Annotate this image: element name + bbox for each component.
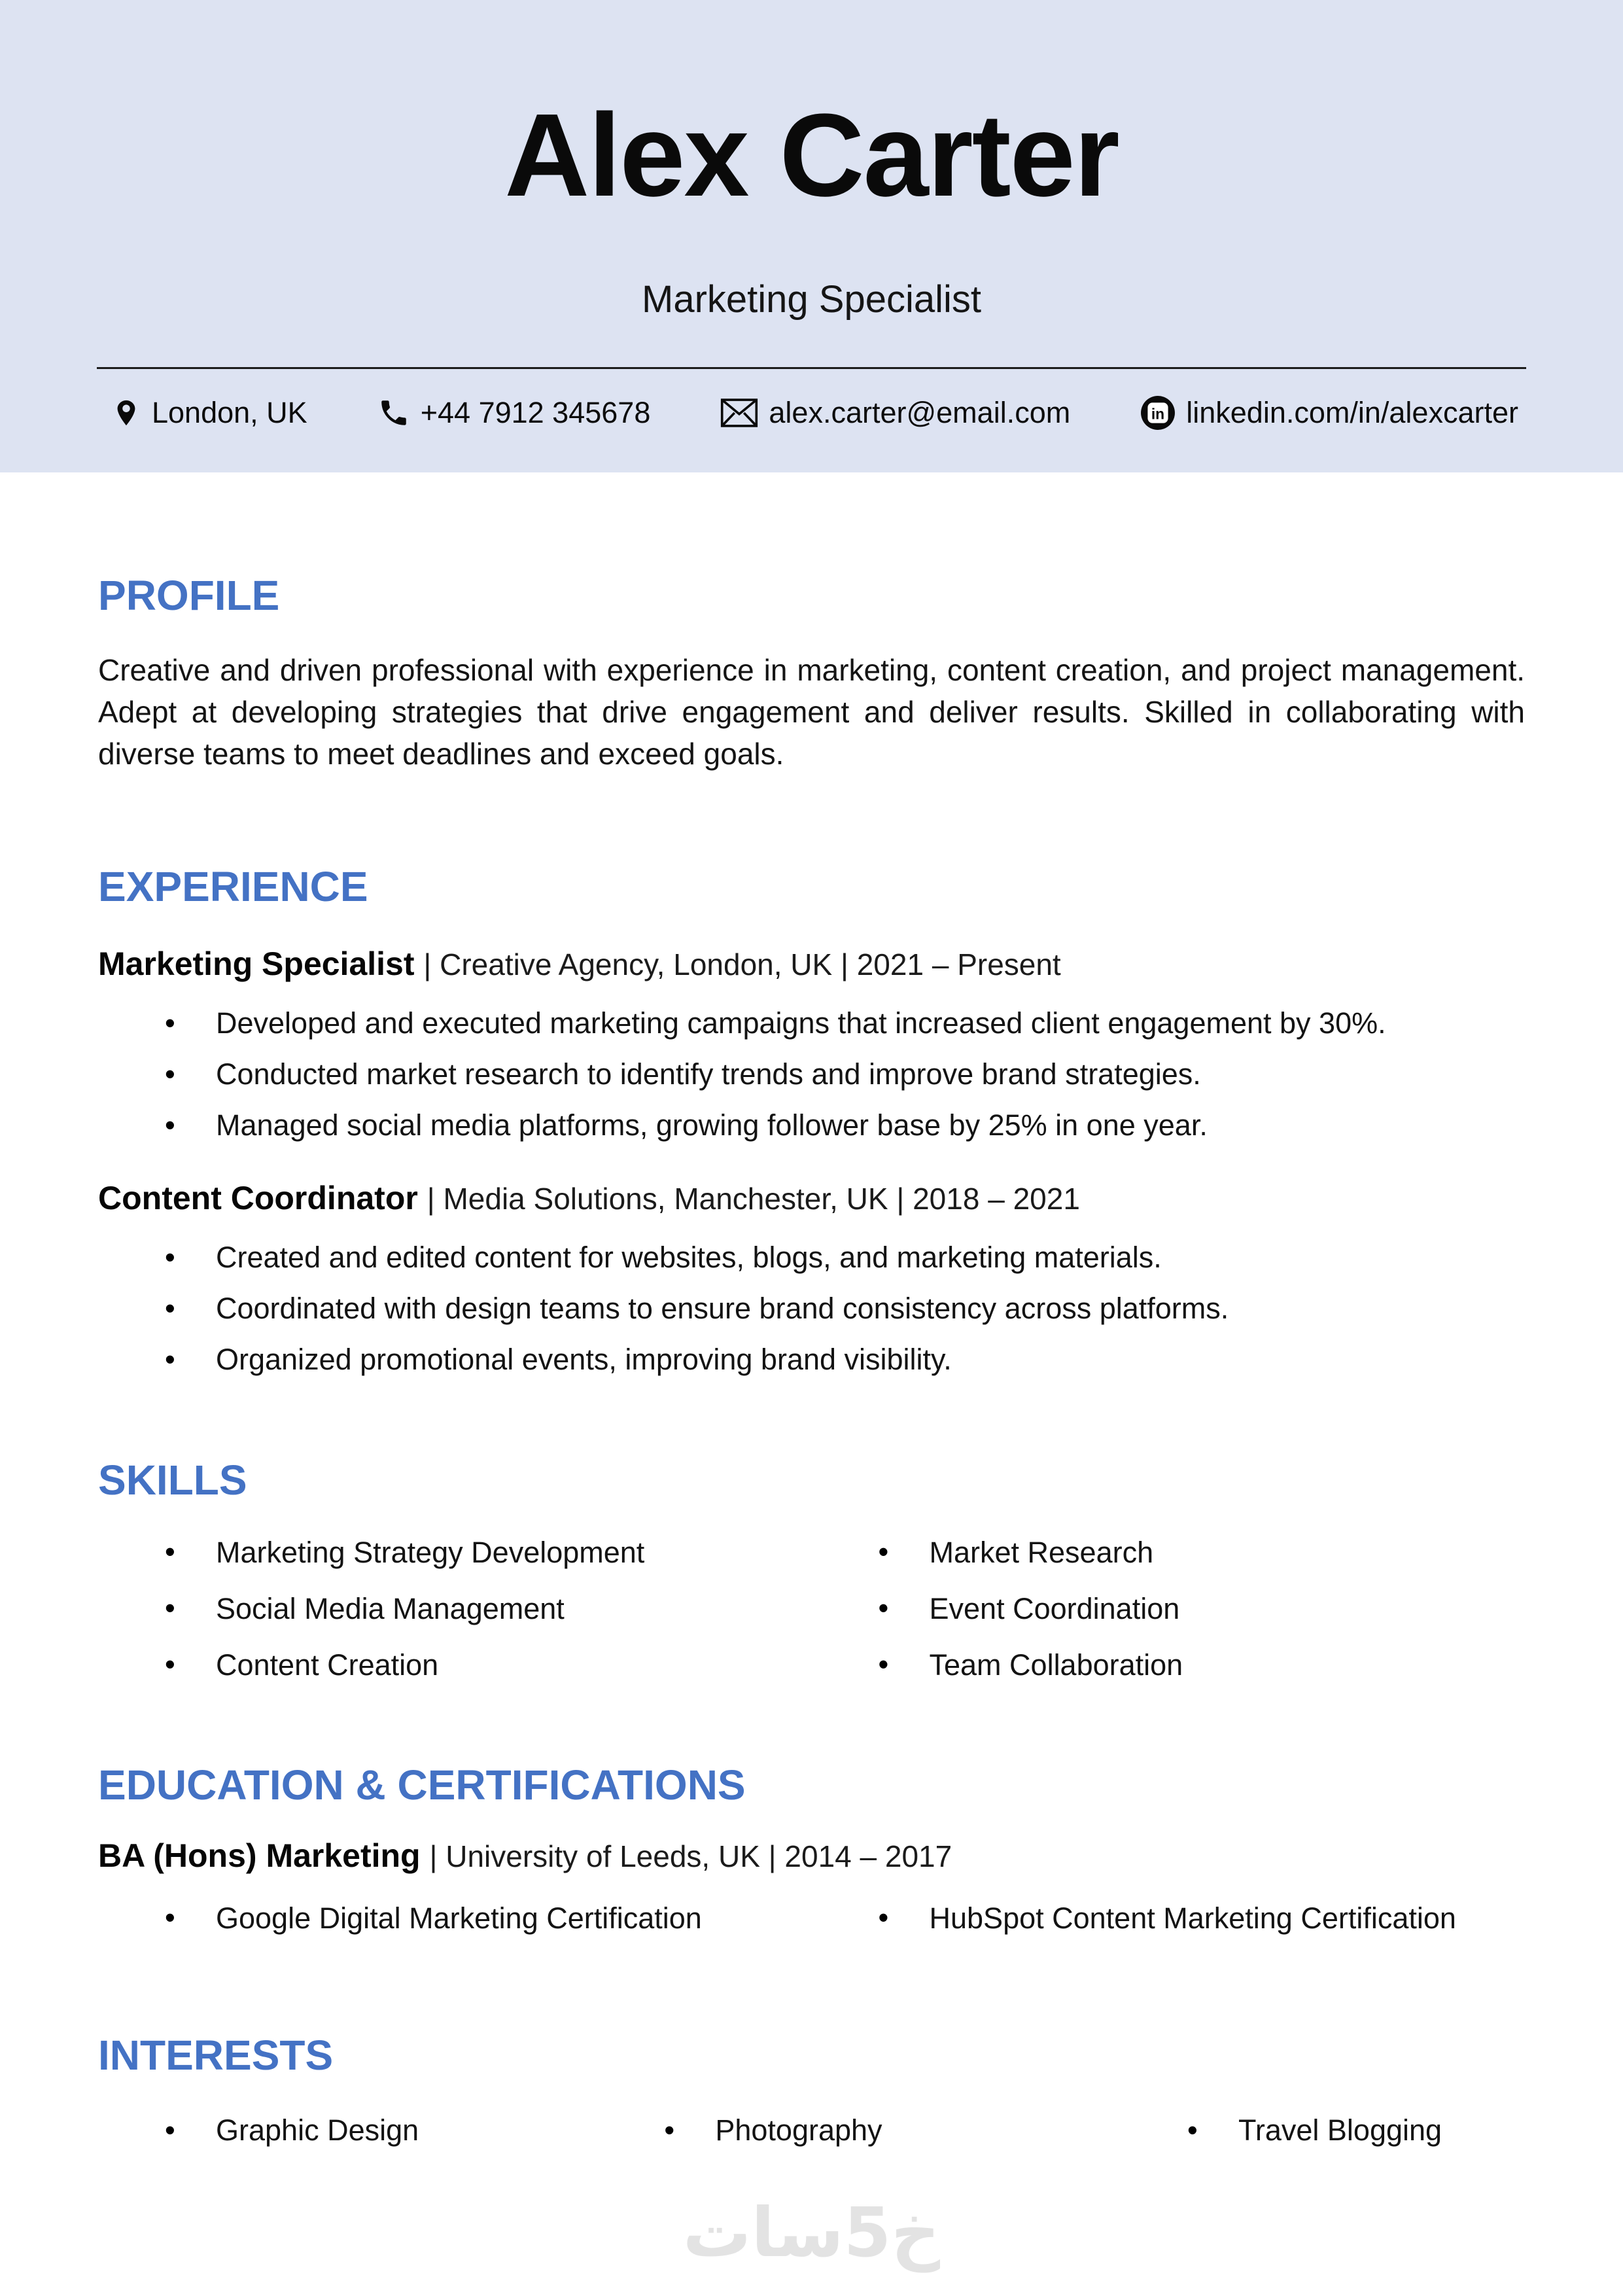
job-title: Content Coordinator bbox=[98, 1180, 418, 1217]
section-heading-interests: INTERESTS bbox=[98, 2032, 334, 2079]
contact-linkedin bbox=[1140, 395, 1518, 431]
list-item: • Event Coordination bbox=[812, 1589, 1526, 1629]
interests-row bbox=[98, 2110, 1525, 2151]
contact-linkedin-label: linkedin.com/in/alexcarter bbox=[1186, 396, 1518, 429]
header bbox=[0, 0, 1623, 472]
list-item: • Conducted market research to identify trends and improve brand strategies. bbox=[98, 1055, 1525, 1094]
section-heading-skills: SKILLS bbox=[98, 1457, 247, 1504]
contact-location bbox=[111, 396, 307, 430]
skills-columns bbox=[98, 1532, 1525, 1701]
profile-paragraph: Creative and driven professional with experience in marketing, content creation, and project management. Adept at developing strategies that drive engagement and deliver results. Skilled in collaborating with diverse teams to meet deadlines and exceed goals. bbox=[98, 652, 1525, 771]
job-title-line bbox=[98, 945, 1525, 983]
contact-row bbox=[111, 395, 1518, 431]
job-bullet-list bbox=[98, 1004, 1525, 1145]
section-heading-experience: EXPERIENCE bbox=[98, 862, 368, 910]
list-item: • Market Research bbox=[812, 1532, 1526, 1573]
job-title-line bbox=[98, 1179, 1525, 1217]
person-title: Marketing Specialist bbox=[642, 278, 981, 321]
job-title: Marketing Specialist bbox=[98, 945, 415, 983]
list-item: • Photography bbox=[597, 2110, 1121, 2151]
contact-email bbox=[720, 396, 1070, 430]
person-name: Alex Carter bbox=[504, 90, 1119, 221]
header-divider bbox=[97, 367, 1526, 369]
education-column-left bbox=[98, 1898, 812, 1954]
skills-column-right bbox=[812, 1532, 1526, 1701]
location-pin-icon bbox=[111, 396, 141, 430]
list-item: • Developed and executed marketing campaigns that increased client engagement by 30%. bbox=[98, 1004, 1525, 1043]
education-column-right bbox=[812, 1898, 1526, 1954]
list-item: • Team Collaboration bbox=[812, 1645, 1526, 1686]
list-item: • Travel Blogging bbox=[1121, 2110, 1525, 2151]
list-item: • Created and edited content for websites, blogs, and marketing materials. bbox=[98, 1238, 1525, 1277]
degree-line bbox=[98, 1837, 1525, 1875]
contact-phone-label: +44 7912 345678 bbox=[420, 396, 651, 429]
list-item: • Social Media Management bbox=[98, 1589, 812, 1629]
section-heading-profile: PROFILE bbox=[98, 572, 280, 619]
list-item: • Marketing Strategy Development bbox=[98, 1532, 812, 1573]
list-item: • Coordinated with design teams to ensure brand consistency across platforms. bbox=[98, 1289, 1525, 1328]
linkedin-icon bbox=[1140, 395, 1176, 431]
degree-meta: | University of Leeds, UK | 2014 – 2017 bbox=[429, 1839, 952, 1874]
degree-title: BA (Hons) Marketing bbox=[98, 1837, 421, 1875]
section-heading-education: EDUCATION & CERTIFICATIONS bbox=[98, 1761, 746, 1809]
svg-text:in: in bbox=[1151, 405, 1165, 423]
phone-icon bbox=[377, 397, 410, 429]
job-bullet-list bbox=[98, 1238, 1525, 1379]
contact-location-label: London, UK bbox=[152, 396, 307, 429]
education-columns bbox=[98, 1898, 1525, 1954]
list-item: • HubSpot Content Marketing Certification bbox=[812, 1898, 1526, 1939]
list-item: • Organized promotional events, improving brand visibility. bbox=[98, 1340, 1525, 1379]
job-meta: | Media Solutions, Manchester, UK | 2018 – 2021 bbox=[427, 1182, 1080, 1216]
envelope-icon bbox=[720, 398, 758, 428]
list-item: • Content Creation bbox=[98, 1645, 812, 1686]
contact-email-label: alex.carter@email.com bbox=[769, 396, 1071, 429]
job-meta: | Creative Agency, London, UK | 2021 – Present bbox=[423, 947, 1061, 982]
resume-body bbox=[0, 572, 1623, 2151]
list-item: • Managed social media platforms, growing follower base by 25% in one year. bbox=[98, 1106, 1525, 1145]
khamsat-watermark: خ5سات bbox=[682, 2193, 941, 2272]
list-item: • Google Digital Marketing Certification bbox=[98, 1898, 812, 1939]
contact-phone bbox=[377, 396, 651, 430]
skills-column-left bbox=[98, 1532, 812, 1701]
list-item: • Graphic Design bbox=[98, 2110, 597, 2151]
